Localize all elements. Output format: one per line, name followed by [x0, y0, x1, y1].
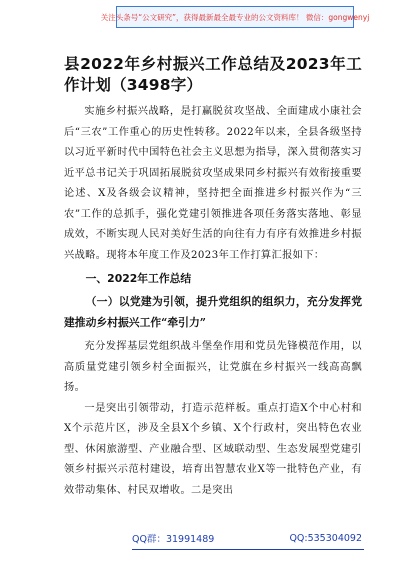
footer-divider — [132, 549, 364, 550]
subsection-heading: （一）以党建为引领，提升党组织的组织力，充分发挥党建推动乡村振兴工作“牵引力” — [64, 295, 362, 329]
document-body — [64, 54, 362, 501]
document-title: 县2022年乡村振兴工作总结及2023年工作计划（3498字） — [64, 55, 362, 94]
intro-paragraph: 实施乡村振兴战略，是打赢脱贫攻坚战、全面建成小康社会后“三农”工作重心的历史性转移。2022年以来，全县各级坚持以习近平新时代中国特色社会主义思想为指导，深入贯彻落实习近平总书记关于巩固拓展脱贫攻坚成果同乡村振兴有效衔接重要论述、X及各级会议精神，坚持把全面推进乡村振兴作为“三农”工作的总抓手，强化党建引领推进各项任务落实落地、彰显成效，不断实现人民对美好生活的向往有力有序有效推进乡村振兴战略。现将本年度工作及2023年工作打算汇报如下： — [64, 106, 362, 261]
footer-contacts — [132, 530, 362, 546]
body-paragraph: 一是突出引领带动，打造示范样板。重点打造X个中心村和X个示范片区，涉及全县X个乡镇、X个行政村，突出特色农业型、休闲旅游型、产业融合型、区域联动型、生态发展型党建引领乡村振兴示范村建设，培育出智慧农业X等一批特色产业，有效带动集体、村民双增收。二是突出 — [64, 402, 362, 496]
promo-banner-text: 关注头条号“公文研究”，获得最新最全最专业的公文资料库！ 微信：gongwenyj — [100, 12, 370, 22]
body-paragraph: 充分发挥基层党组织战斗堡垒作用和党员先锋模范作用，以高质量党建引领乡村全面振兴，让党旗在乡村振兴一线高高飘扬。 — [64, 341, 362, 393]
promo-banner — [100, 6, 370, 28]
section-heading: 一、2022年工作总结 — [85, 272, 192, 285]
footer-qq: QQ:535304092 — [289, 532, 362, 544]
footer-qq-group: QQ群：31991489 — [132, 534, 215, 545]
